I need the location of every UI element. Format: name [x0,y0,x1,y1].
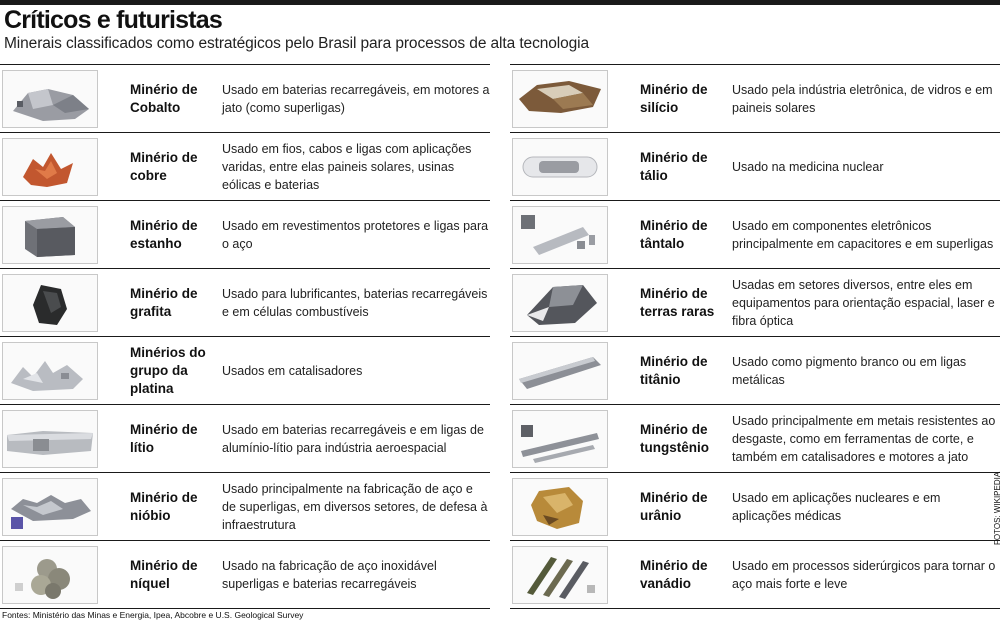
titanium-bar-photo [512,342,608,400]
mineral-row-minerio-de-titanio [510,336,1000,404]
mineral-row-minerio-de-niobio [0,472,490,540]
mineral-description: Usado em fios, cabos e ligas com aplicações varidas, entre elas paineis solares, usinas eólicas e baterias [222,141,472,192]
mineral-name: Minérios do grupo da platina [130,344,206,396]
mineral-name: Minério de tungstênio [640,421,709,455]
mineral-row-minerio-de-talio [510,132,1000,200]
mineral-row-minerio-de-litio [0,404,490,472]
mineral-description: Usado em baterias recarregáveis, em motores a jato (como superligas) [222,82,490,115]
silicon-ore-photo [512,70,608,128]
nickel-nuggets-photo [2,546,98,604]
cobalt-ore-photo [2,70,98,128]
mineral-name: Minério de vanádio [640,557,708,591]
uranium-ore-photo [512,478,608,536]
mineral-row-minerio-de-cobalto [0,64,490,132]
tin-cube-photo [2,206,98,264]
mineral-name: Minério de urânio [640,489,708,523]
mineral-name: Minério de níquel [130,557,198,591]
mineral-name: Minério de Cobalto [130,81,198,115]
left-mineral-list [0,64,490,609]
mineral-description: Usado na medicina nuclear [732,159,884,174]
mineral-description: Usado como pigmento branco ou em ligas metálicas [732,354,967,387]
mineral-description: Usadas em setores diversos, entre eles em equipamentos para orientação espacial, laser e fibra óptica [732,277,995,328]
mineral-description: Usado pela indústria eletrônica, de vidros e em paineis solares [732,82,993,115]
mineral-name: Minério de tântalo [640,217,708,251]
tantalum-pieces-photo [512,206,608,264]
mineral-description: Usados em catalisadores [222,363,363,378]
mineral-description: Usado principalmente em metais resistentes ao desgaste, como em ferramentas de corte, e também em catalisadores e motores a jato [732,413,996,464]
mineral-row-minerio-de-terras-raras [510,268,1000,336]
mineral-row-minerio-de-uranio [510,472,1000,540]
mineral-description: Usado para lubrificantes, baterias recarregáveis e em células combustíveis [222,286,488,319]
mineral-name: Minério de titânio [640,353,708,387]
mineral-description: Usado na fabricação de aço inoxidável superligas e baterias recarregáveis [222,558,437,591]
right-mineral-list [510,64,1000,609]
mineral-description: Usado em aplicações nucleares e em aplicações médicas [732,490,941,523]
photo-credit-text: FOTOS: WIKIPEDIA [993,471,1002,545]
mineral-name: Minério de terras raras [640,285,715,319]
platinum-group-photo [2,342,98,400]
page-title: Críticos e futuristas [4,6,222,34]
mineral-row-minerios-do-grupo-da-platina [0,336,490,404]
tungsten-rods-photo [512,410,608,468]
mineral-name: Minério de tálio [640,149,708,183]
thallium-ampoule-photo [512,138,608,196]
mineral-row-minerio-de-cobre [0,132,490,200]
mineral-description: Usado em revestimentos protetores e ligas para o aço [222,218,489,251]
sources-note: Fontes: Ministério das Minas e Energia, Ipea, Abcobre e U.S. Geological Survey [2,610,304,620]
niobium-crystals-photo [2,478,98,536]
mineral-description: Usado em processos siderúrgicos para tornar o aço mais forte e leve [732,558,996,591]
vanadium-rods-photo [512,546,608,604]
mineral-row-minerio-de-tungstenio [510,404,1000,472]
mineral-name: Minério de estanho [130,217,198,251]
mineral-name: Minério de cobre [130,149,198,183]
graphite-ore-photo [2,274,98,332]
top-rule [0,0,1000,5]
mineral-name: Minério de grafita [130,285,198,319]
mineral-description: Usado principalmente na fabricação de aço e de superligas, em diversos setores, de defesa à infraestrutura [222,481,488,532]
copper-ore-photo [2,138,98,196]
mineral-row-minerio-de-silicio [510,64,1000,132]
mineral-name: Minério de lítio [130,421,198,455]
mineral-name: Minério de silício [640,81,708,115]
page-subtitle: Minerais classificados como estratégicos pelo Brasil para processos de alta tecnologia [4,35,590,52]
mineral-name: Minério de nióbio [130,489,198,523]
mineral-description: Usado em baterias recarregáveis e em ligas de alumínio-lítio para indústria aeroespacial [222,422,484,455]
mineral-row-minerio-de-estanho [0,200,490,268]
mineral-row-minerio-de-vanadio [510,540,1000,609]
rare-earth-photo [512,274,608,332]
lithium-ore-photo [2,410,98,468]
mineral-row-minerio-de-tantalo [510,200,1000,268]
mineral-description: Usado em componentes eletrônicos principalmente em capacitores e em superligas [732,218,994,251]
mineral-row-minerio-de-grafita [0,268,490,336]
mineral-row-minerio-de-niquel [0,540,490,609]
